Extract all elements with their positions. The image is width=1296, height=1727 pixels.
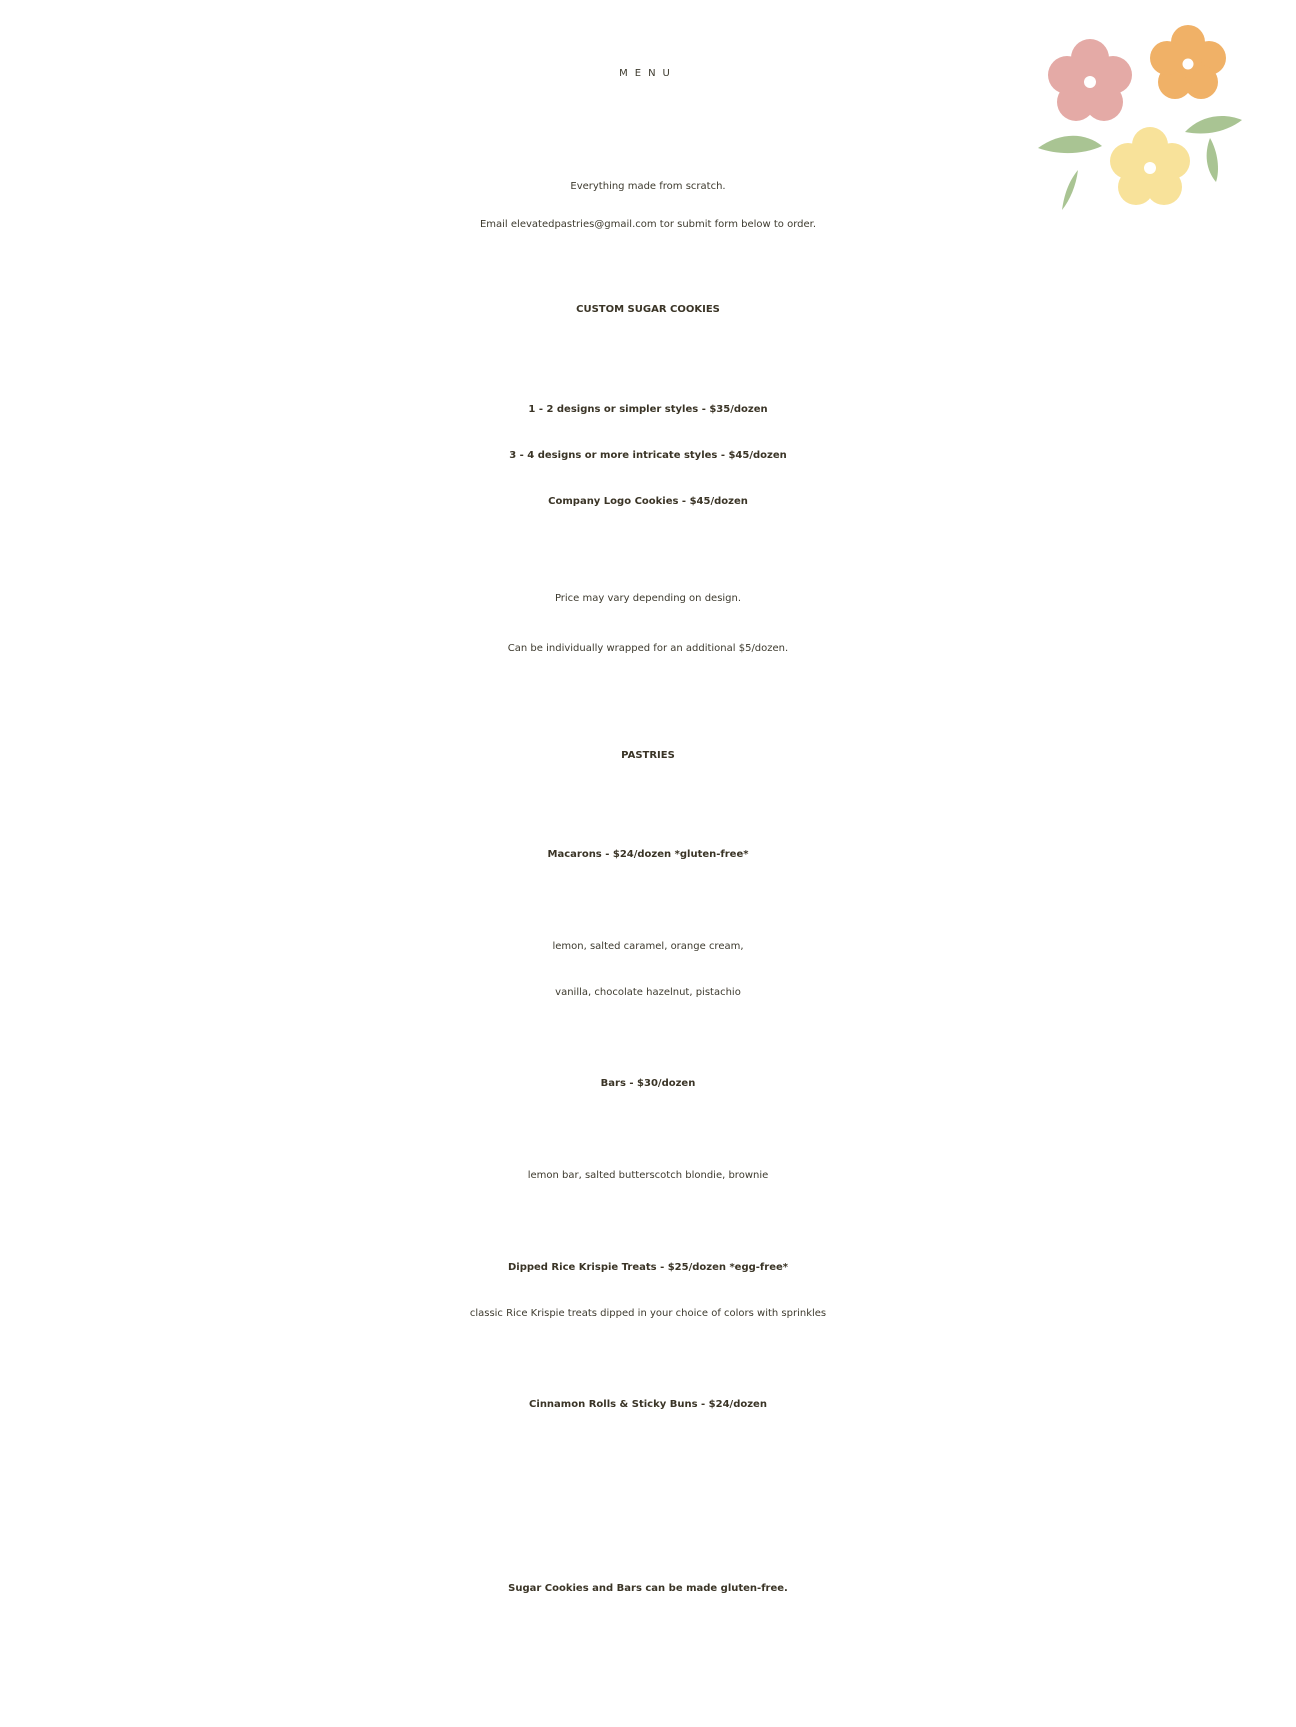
pastries-heading: PASTRIES [621,750,675,761]
cinnamon-rolls-title: Cinnamon Rolls & Sticky Buns - $24/dozen [529,1399,767,1410]
sugar-cookies-heading: CUSTOM SUGAR COOKIES [576,304,720,315]
rice-krispie-title: Dipped Rice Krispie Treats - $25/dozen *egg-free* [507,1262,789,1273]
pink-flower-icon [1048,39,1132,121]
bars-title: Bars - $30/dozen [600,1078,696,1089]
intro-line-2: Email elevatedpastries@gmail.com tor submit form below to order. [479,219,817,230]
intro-line-1: Everything made from scratch. [570,181,726,192]
gluten-free-note: Sugar Cookies and Bars can be made gluten-free. [508,1583,788,1594]
price-line: Company Logo Cookies - $45/dozen [548,496,748,507]
yellow-flower-icon [1110,127,1190,205]
page-title: MENU [619,68,677,79]
macarons-title: Macarons - $24/dozen *gluten-free* [547,849,749,860]
orange-flower-icon [1150,25,1226,99]
wrapping-note: Can be individually wrapped for an additional $5/dozen. [507,643,789,654]
macarons-flavors-line-2: vanilla, chocolate hazelnut, pistachio [555,987,741,998]
rice-krispie-description: classic Rice Krispie treats dipped in your choice of colors with sprinkles [469,1308,827,1319]
macarons-flavors-line-1: lemon, salted caramel, orange cream, [552,941,744,952]
price-line: 1 - 2 designs or simpler styles - $35/dozen [528,404,768,415]
leaf-icon [1038,136,1102,153]
leaf-icon [1185,116,1242,134]
price-line: 3 - 4 designs or more intricate styles - $45/dozen [509,450,787,461]
leaf-icon [1207,138,1218,182]
price-note: Price may vary depending on design. [554,593,742,604]
bars-flavors: lemon bar, salted butterscotch blondie, brownie [527,1170,769,1181]
